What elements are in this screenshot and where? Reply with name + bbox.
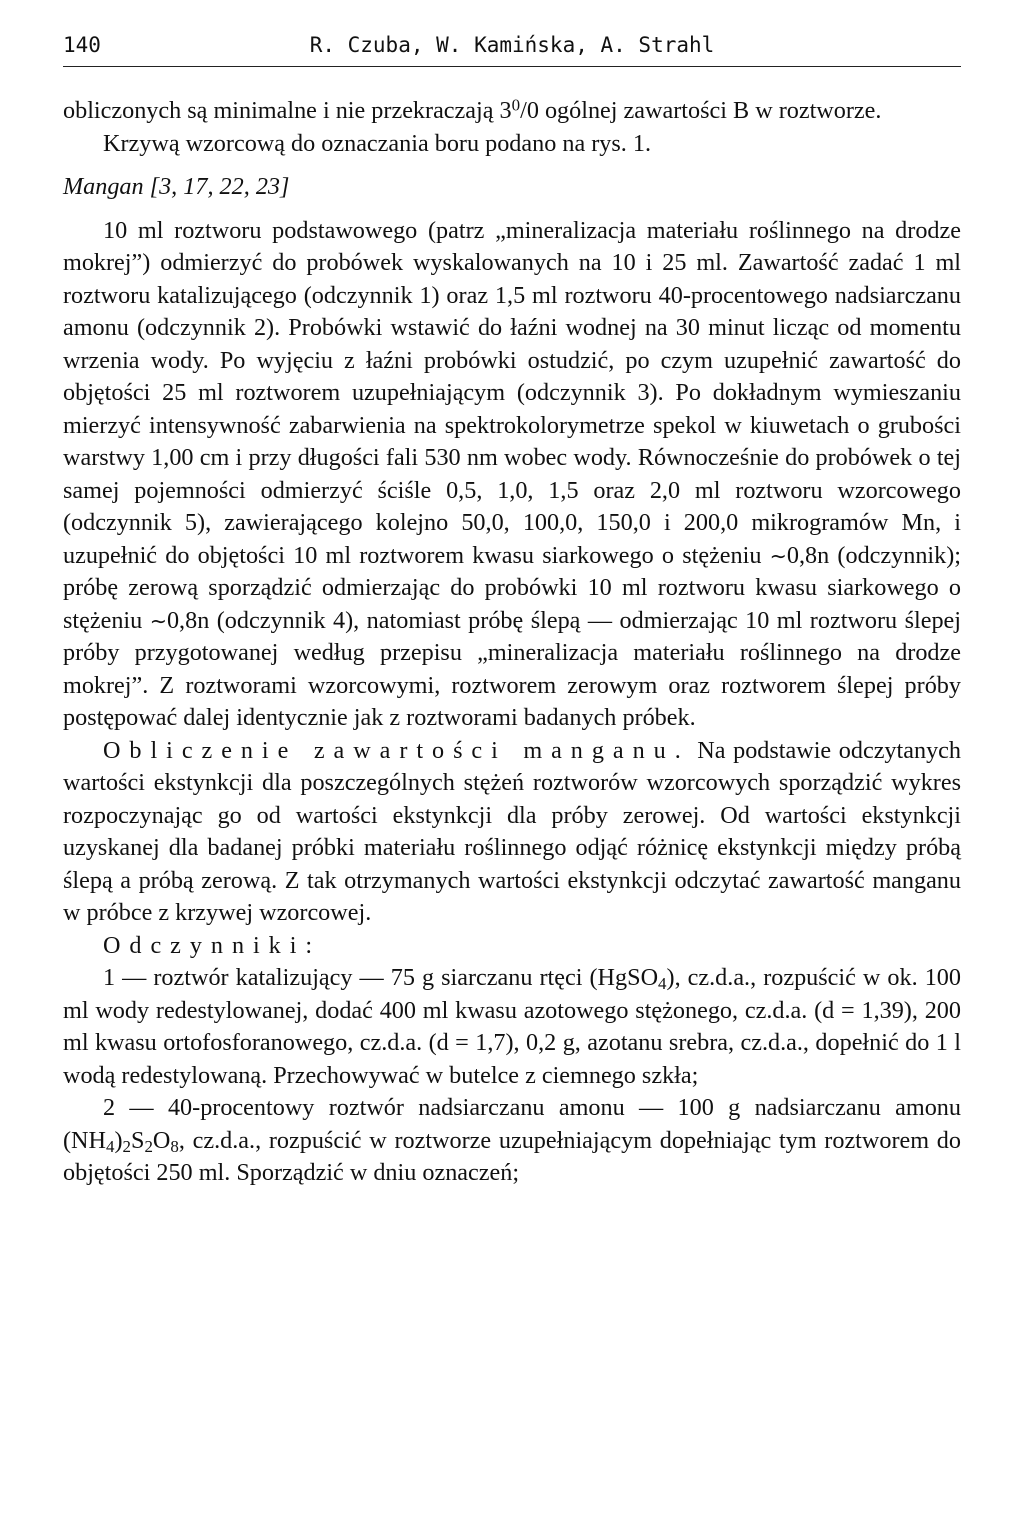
tilde-symbol: ∼	[149, 608, 167, 633]
paragraph-boron-limit	[63, 95, 961, 128]
running-head-authors: R. Czuba, W. Kamińska, A. Strahl	[309, 33, 715, 57]
header-rule	[63, 66, 961, 67]
text-run: )	[114, 1126, 123, 1154]
reagent-1	[63, 962, 961, 1092]
subscript: 2	[144, 1136, 153, 1156]
section-heading-mangan: Mangan [3, 17, 22, 23]	[63, 173, 290, 200]
paragraph-calculation	[63, 735, 961, 930]
superscript: 0	[511, 95, 521, 115]
text-run: 10 ml roztworu podstawowego (patrz „mineralizacja materiału roślinnego na drodze mokrej”) odmierzyć do probówek wyskalowanych na 10 i 25 ml. Zawartość zadać 1 ml roztworu katalizującego (odczynnik 1) oraz 1,5 ml roztworu 40-procentowego nadsiarczanu amonu (odczynnik 2). Probówki wstawić do łaźni wodnej na 30 minut licząc od momentu wrzenia wody. Po wyjęciu z łaźni probówki ostudzić, po czym uzupełnić zawartość do objętości 25 ml roztworem uzupełniającym (odczynnik 3). Po dokładnym wymieszaniu mierzyć intensywność zabarwienia na spektrokolorymetrze spekol w kiuwetach o grubości warstwy 1,00 cm i przy długości fali 530 nm wobec wody. Równocześnie do probówek o tej samej pojemności odmierzyć ściśle 0,5, 1,0, 1,5 oraz 2,0 ml roztworu wzorcowego (odczynnik 5), zawierającego kolejno 50,0, 100,0, 150,0 i 200,0 mikrogramów Mn, i uzupełnić do objętości 10 ml roztworem kwasu siarkowego o stężeniu	[63, 216, 961, 569]
text-run: 1 — roztwór katalizujący — 75 g siarczanu rtęci (HgSO	[103, 964, 659, 991]
text-run: , cz.d.a., rozpuścić w roztworze uzupełniającym dopełniając tym roztworem do objętości 250 ml. Sporządzić w dniu oznaczeń;	[63, 1126, 961, 1186]
text-run: 0,8n (odczynnik); próbę zerową sporządzić odmierzając do probówki 10 ml roztworu kwasu siarkowego o stężeniu	[63, 541, 961, 634]
running-header	[63, 30, 961, 60]
text-run: Na podstawie odczytanych wartości ekstynkcji dla poszczególnych stężeń roztworów wzorcowych sporządzić wykres rozpoczynając go od wartości ekstynkcji dla próby zerowej. Od wartości ekstynkcji uzyskanej dla badanej próbki materiału roślinnego odjąć różnicę ekstynkcji między próbą ślepą a próbą zerową. Z tak otrzymanych wartości ekstynkcji odczytać zawartość manganu w próbce z krzywej wzorcowej.	[63, 736, 961, 926]
reagent-2	[63, 1092, 961, 1190]
text-run: ), cz.d.a., rozpuścić w ok. 100 ml wody redestylowanej, dodać 400 ml kwasu azotowego stężonego, cz.d.a. (d = 1,39), 200 ml kwasu ortofosforanowego, cz.d.a. (d = 1,7), 0,2 g, azotanu srebra, cz.d.a., dopełnić do 1 l wodą redestylowaną. Przechowywać w butelce z ciemnego szkła;	[63, 964, 961, 1089]
reagents-heading: Odczynniki:	[103, 931, 322, 959]
subscript: 8	[170, 1136, 179, 1156]
page-number: 140	[63, 33, 101, 57]
text-run: 2 — 40-procentowy roztwór nadsiarczanu amonu — 100 g nadsiarczanu amonu (NH	[63, 1094, 961, 1154]
subscript: 4	[658, 974, 667, 994]
text-run: 0,8n (odczynnik 4), natomiast próbę ślepą — odmierzając 10 ml roztworu ślepej próby przygotowanej według przepisu „mineralizacja materiału roślinnego na drodze mokrej”. Z roztworami wzorcowymi, roztworem zerowym oraz roztworem ślepej próby postępować dalej identycznie jak z roztworami badanych próbek.	[63, 606, 961, 731]
paragraph-procedure	[63, 215, 961, 735]
subscript: 4	[106, 1136, 115, 1156]
body-text	[63, 95, 961, 1190]
calculation-heading: Obliczenie zawartości manganu.	[103, 736, 690, 764]
text-run: obliczonych są minimalne i nie przekraczają 3	[63, 97, 512, 124]
paragraph-curve-ref: Krzywą wzorcową do oznaczania boru podano na rys. 1.	[103, 129, 652, 157]
text-run: S	[131, 1126, 145, 1154]
text-run: O	[152, 1126, 171, 1154]
tilde-symbol: ∼	[769, 543, 787, 568]
text-run: /0 ogólnej zawartości B w roztworze.	[520, 97, 882, 124]
subscript: 2	[122, 1136, 131, 1156]
